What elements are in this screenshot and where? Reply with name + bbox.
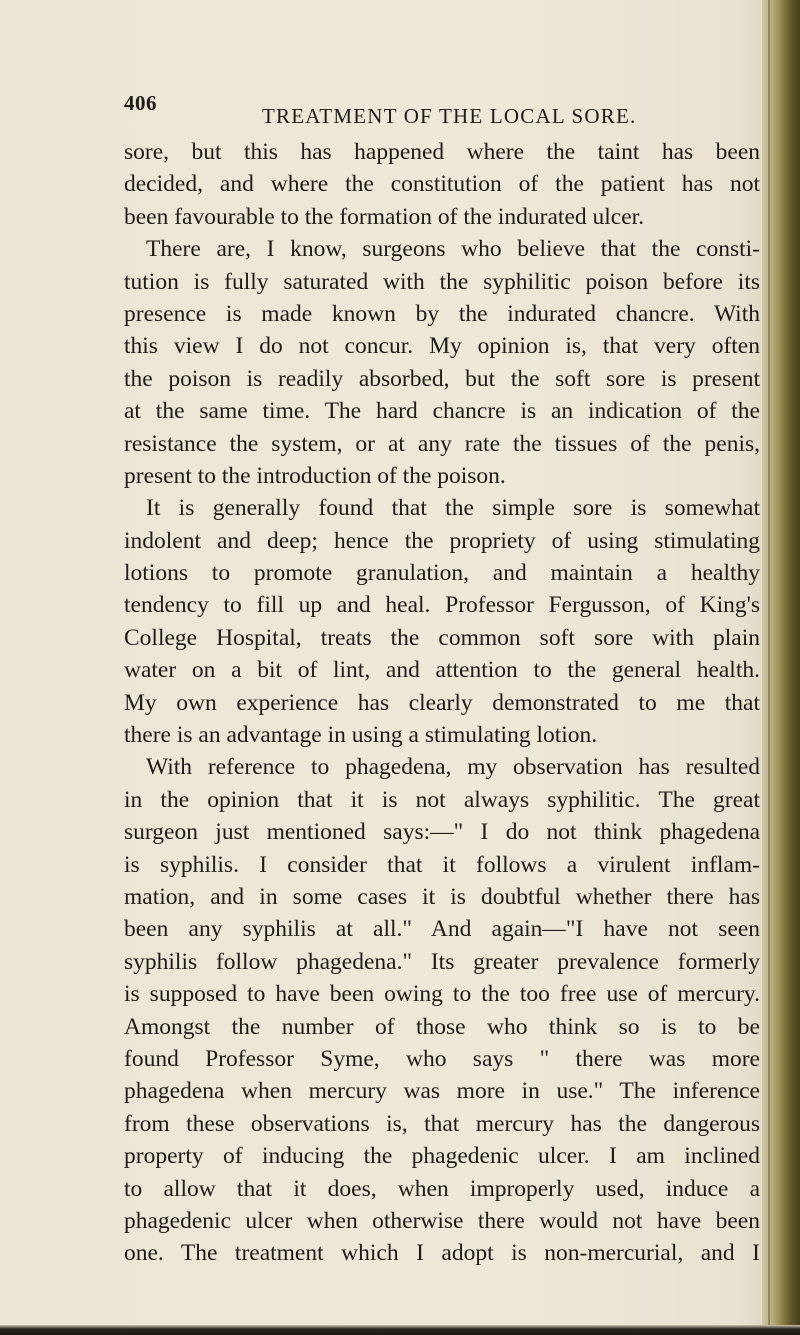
text-line: from these observations is, that mercury has the dangerous [124, 1110, 760, 1137]
text-line: indolent and deep; hence the propriety of using stimulating [124, 527, 760, 554]
text-line: decided, and where the constitution of the patient has not [124, 171, 760, 198]
text-line: phagedena when mercury was more in use." The inference [124, 1078, 760, 1105]
text-line: been any syphilis at all." And again—"I have not seen [124, 916, 760, 943]
text-line: there is an advantage in using a stimulating lotion. [124, 722, 598, 749]
text-line: in the opinion that it is not always syphilitic. The great [124, 786, 760, 813]
text-line: resistance the system, or at any rate the tissues of the penis, [124, 430, 760, 457]
text-line: mation, and in some cases it is doubtful whether there has [124, 883, 760, 910]
text-line: phagedenic ulcer when otherwise there would not have been [124, 1207, 760, 1234]
text-line: With reference to phagedena, my observation has resulted [146, 754, 760, 781]
text-line: sore, but this has happened where the taint has been [124, 139, 760, 165]
text-line: surgeon just mentioned says:—" I do not think phagedena [124, 819, 760, 846]
text-line: There are, I know, surgeons who believe that the consti- [146, 236, 760, 263]
text-line: tution is fully saturated with the syphilitic poison before its [124, 268, 760, 295]
text-line: one. The treatment which I adopt is non-mercurial, and I [124, 1240, 760, 1267]
text-line: is supposed to have been owing to the too free use of mercury. [124, 981, 760, 1008]
running-head: TREATMENT OF THE LOCAL SORE. [262, 104, 637, 128]
text-line: lotions to promote granulation, and maintain a healthy [124, 560, 760, 587]
text-line: at the same time. The hard chancre is an indication of the [124, 398, 760, 425]
text-line: this view I do not concur. My opinion is, that very often [124, 333, 760, 360]
page-number: 406 [124, 91, 157, 115]
text-line: present to the introduction of the poison. [124, 462, 506, 489]
text-line: the poison is readily absorbed, but the soft sore is present [124, 365, 760, 392]
text-line: been favourable to the formation of the indurated ulcer. [124, 203, 645, 230]
text-line: found Professor Syme, who says " there was more [124, 1045, 760, 1072]
text-line: to allow that it does, when improperly used, induce a [124, 1175, 760, 1202]
text-line: Amongst the number of those who think so is to be [124, 1013, 760, 1040]
text-line: presence is made known by the indurated chancre. With [124, 300, 760, 327]
text-line: property of inducing the phagedenic ulcer. I am inclined [124, 1143, 760, 1170]
body-text [124, 136, 760, 1270]
text-line: is syphilis. I consider that it follows a virulent inflam- [124, 851, 760, 878]
book-binding-edge [762, 0, 800, 1335]
text-line: College Hospital, treats the common soft sore with plain [124, 624, 760, 651]
text-line: water on a bit of lint, and attention to the general health. [124, 657, 760, 684]
page-bottom-edge [0, 1325, 800, 1335]
text-line: tendency to fill up and heal. Professor Fergusson, of King's [124, 592, 760, 619]
text-line: It is generally found that the simple sore is somewhat [146, 495, 760, 522]
text-line: My own experience has clearly demonstrated to me that [124, 689, 760, 716]
text-line: syphilis follow phagedena." Its greater prevalence formerly [124, 948, 760, 975]
